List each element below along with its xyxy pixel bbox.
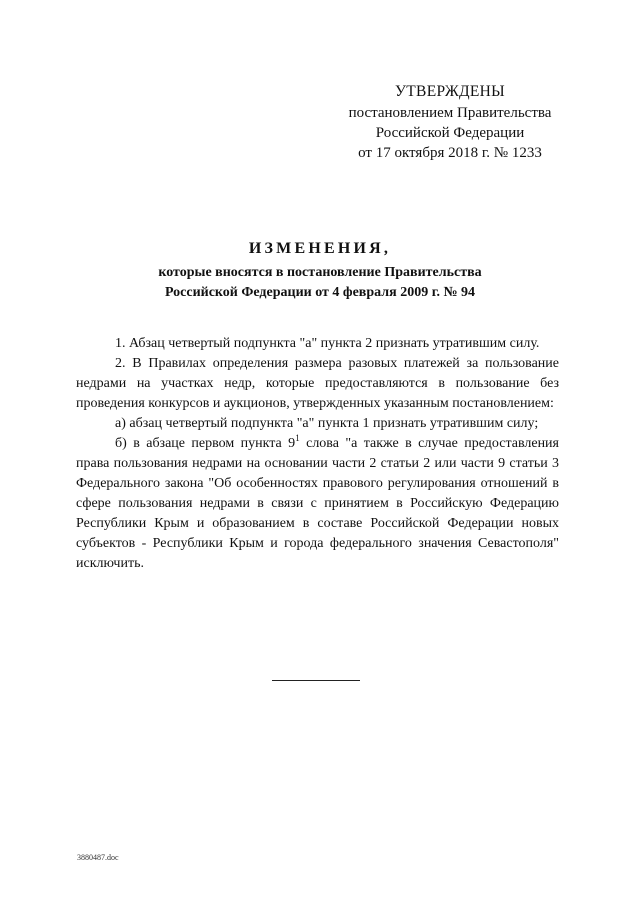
- paragraph-4-start: б) в абзаце первом пункта 9: [115, 436, 296, 451]
- subtitle-line-2: Российской Федерации от 4 февраля 2009 г. № 94: [164, 285, 476, 300]
- paragraph-4-superscript: 1: [295, 433, 300, 443]
- end-divider: [272, 680, 360, 681]
- approval-line-1: постановлением Правительства: [348, 105, 552, 121]
- paragraph-3: а) абзац четвертый подпункта "а" пункта 1 признать утратившим силу;: [115, 416, 539, 431]
- paragraph-1: 1. Абзац четвертый подпункта "а" пункта 2 признать утратившим силу.: [115, 336, 540, 351]
- approval-heading: УТВЕРЖДЕНЫ: [395, 83, 505, 100]
- paragraph-2: 2. В Правилах определения размера разовых платежей за пользование недрами на участках недр, которые предоставляются в пользование без проведения конкурсов и аукционов, утвержденных указанным постановлением:: [76, 356, 559, 411]
- approval-line-3: от 17 октября 2018 г. № 1233: [358, 145, 542, 161]
- document-subtitle: [0, 263, 640, 303]
- document-title: ИЗМЕНЕНИЯ,: [248, 240, 392, 257]
- document-id: 3880487.doc: [77, 853, 119, 862]
- approval-line-2: Российской Федерации: [375, 125, 525, 141]
- subtitle-line-1: которые вносятся в постановление Правительства: [158, 265, 482, 280]
- paragraph-4-rest: слова "а также в случае предоставления права пользования недрами на основании части 2 статьи 2 или части 9 статьи 3 Федерального закона "Об особенностях правового регулирования отношений в сфере пользования недрами в связи с принятием в Российскую Федерацию Республики Крым и образованием в составе Российской Федерации новых субъектов - Республики Крым и города федерального значения Севастополя" исключить.: [76, 436, 559, 571]
- paragraph-4: [76, 434, 559, 574]
- approval-block: [340, 82, 560, 163]
- document-body: [76, 334, 559, 574]
